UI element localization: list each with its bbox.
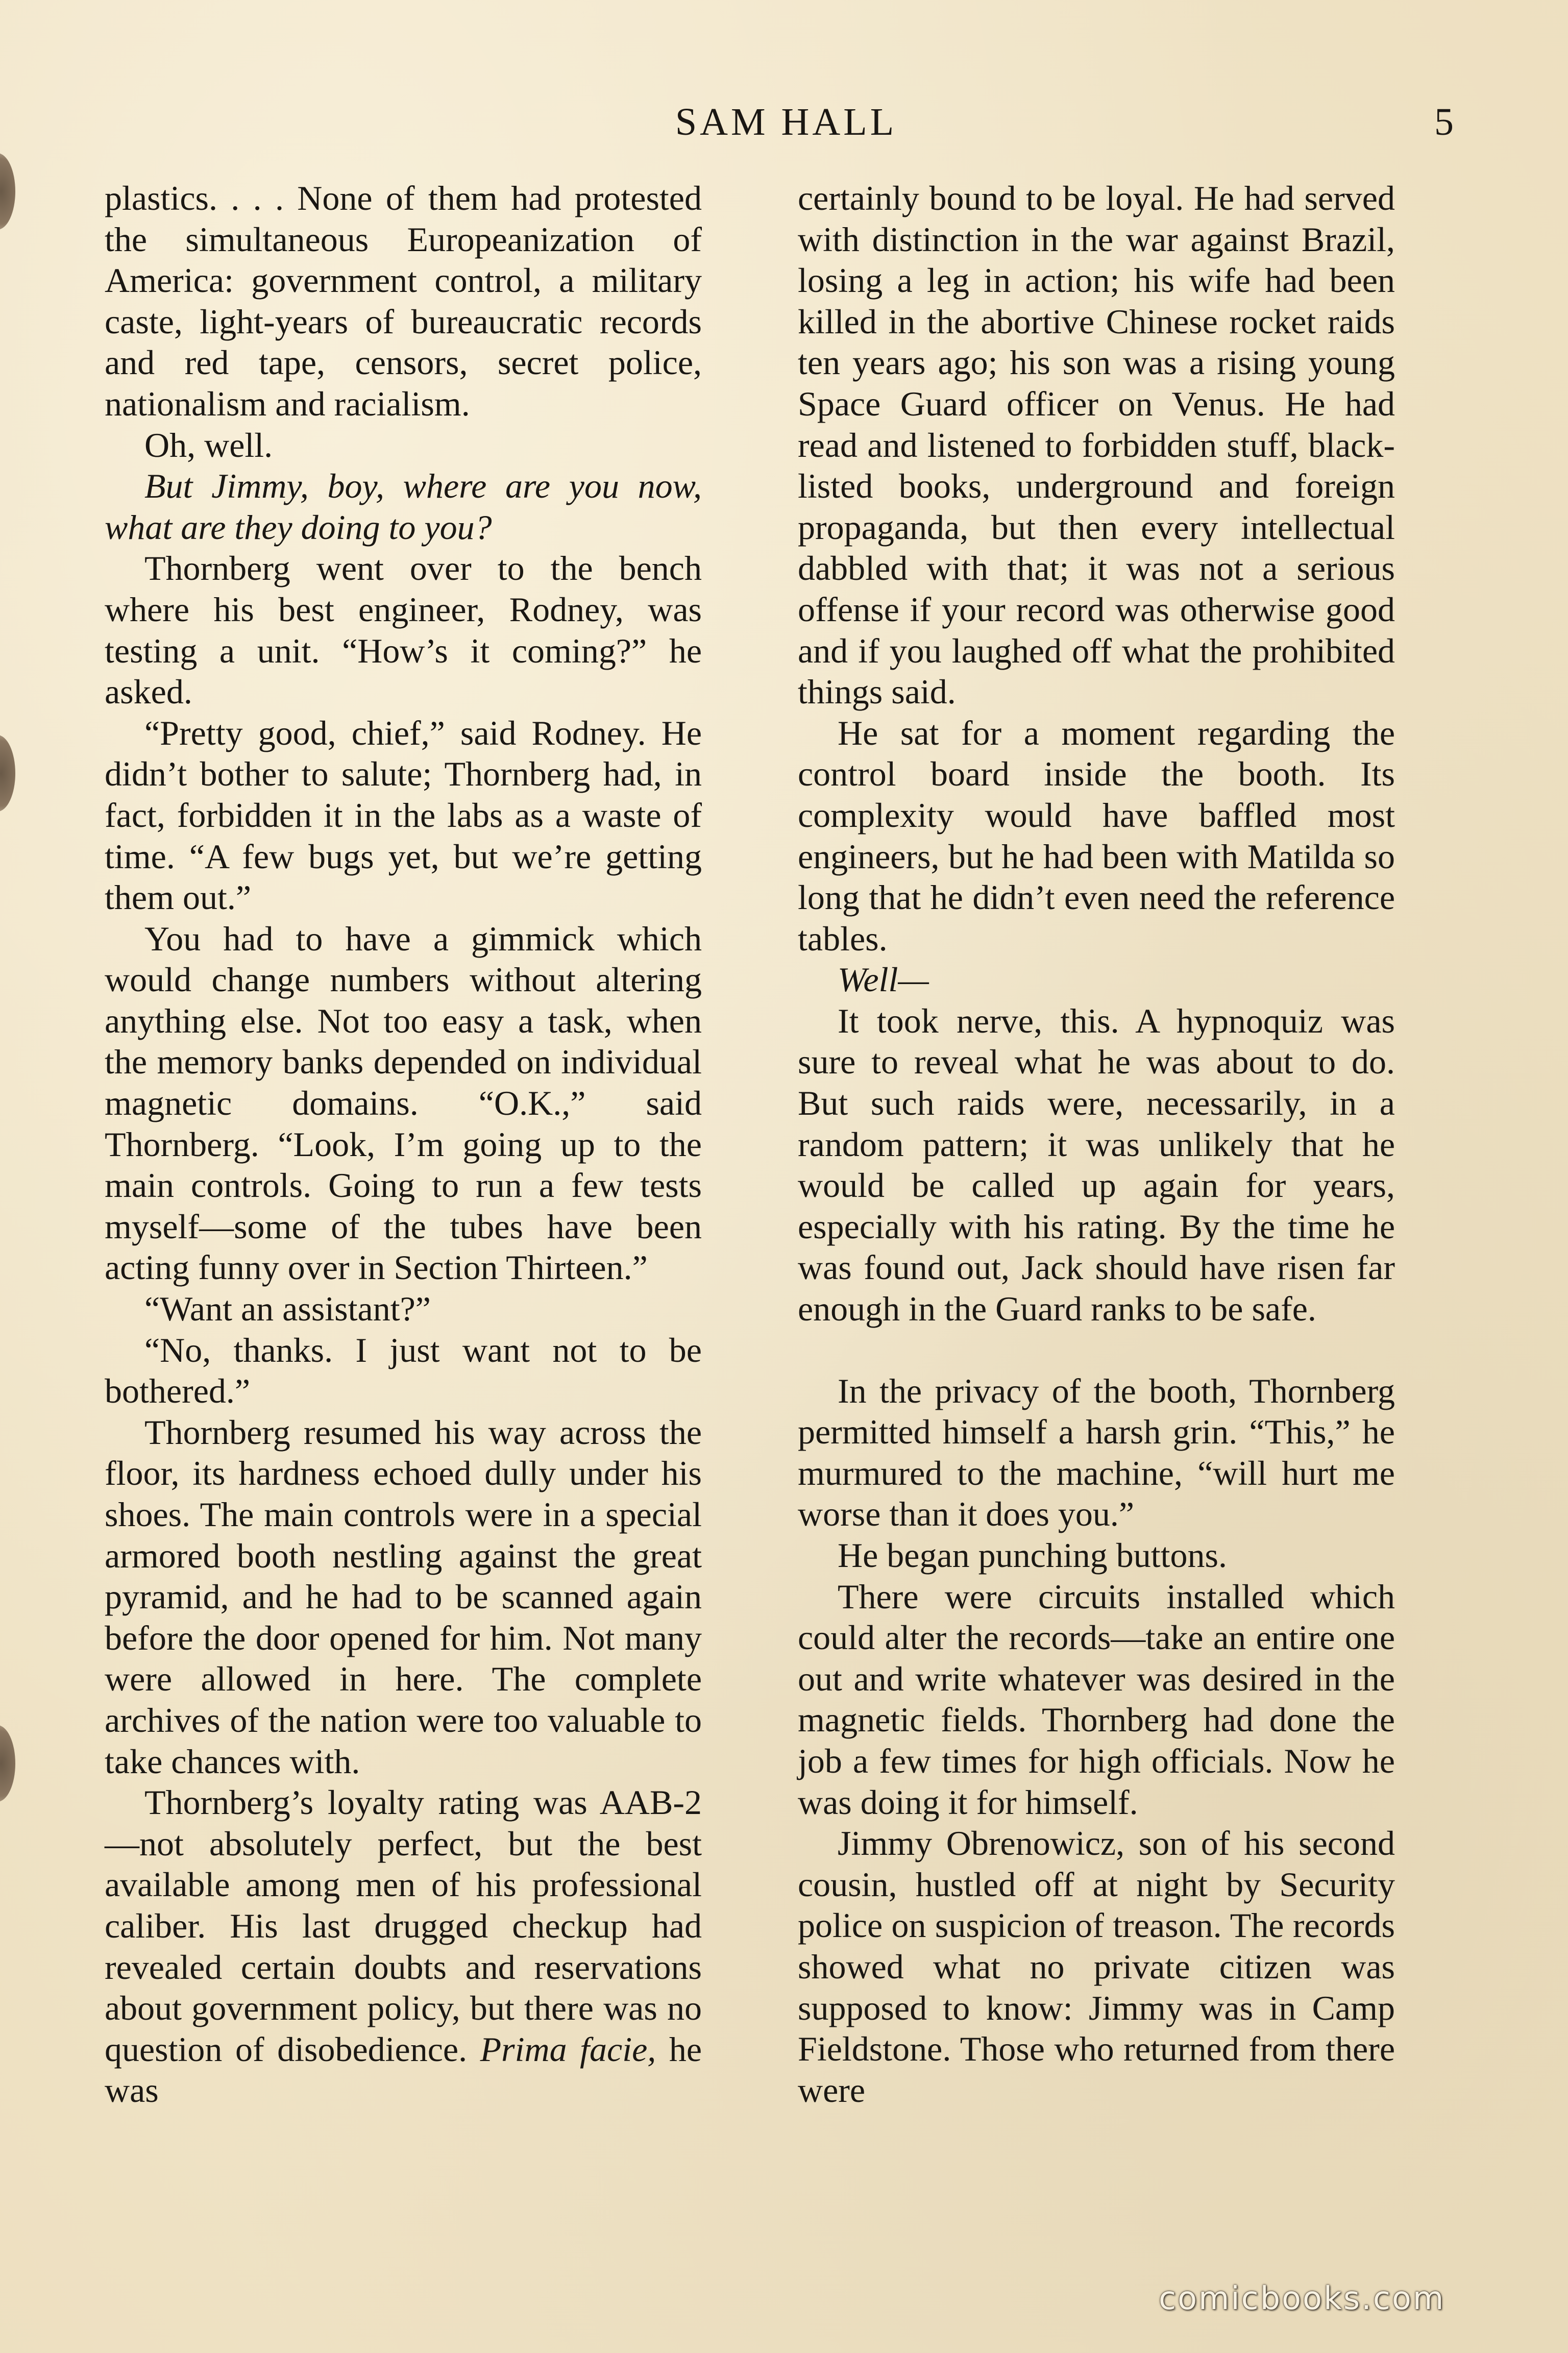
- paragraph: It took nerve, this. A hypnoquiz was sure to reveal what he was about to do. But such raids were, necessarily, in a random pattern; it was unlikely that he would be called up again for years, especially with his rating. By the time he was found out, Jack should have risen far enough in the Guard ranks to be safe.: [798, 1001, 1395, 1329]
- paragraph: He sat for a moment regarding the control board inside the booth. Its complexity would have baffled most engineers, but he had been with Matilda so long that he didn’t even need the reference tables.: [798, 713, 1395, 958]
- paragraph: He began punching buttons.: [838, 1536, 1227, 1575]
- italic-thought: But Jimmy, boy, where are you now, what are they doing to you?: [105, 467, 702, 547]
- paragraph: Thornberg went over to the bench where his best engineer, Rodney, was testing a unit. “How’s it coming?” he asked.: [105, 549, 702, 712]
- paragraph: Thornberg resumed his way across the floor, its hardness echoed dully under his shoes. The main controls were in a special armored booth nestling against the great pyramid, and he had to be scanned again before the door opened for him. Not many were allowed in here. The complete archives of the nation were too valuable to take chances with.: [105, 1412, 702, 1781]
- paragraph-last: [105, 1782, 702, 2111]
- paragraph: “No, thanks. I just want not to be bothered.”: [105, 1330, 702, 1411]
- paragraph: plastics. . . . None of them had protested the simultaneous Europeanization of America: government control, a military caste, light-years of bureaucratic records and red tape, censors, secret police, nationalism and racialism.: [105, 179, 702, 423]
- paragraph-text: he was: [105, 2029, 702, 2110]
- left-column: [105, 178, 702, 2111]
- paragraph: certainly bound to be loyal. He had served with distinction in the war against Brazil, losing a leg in action; his wife had been killed in the abortive Chinese rocket raids ten years ago; his son was a rising young Space Guard officer on Venus. He had read and listened to forbidden stuff, blacklisted books, underground and foreign propaganda, but then every intellectual dabbled with that; it was not a serious offense if your record was otherwise good and if you laughed off what the prohibited things said.: [798, 179, 1395, 712]
- italic-phrase: Prima facie,: [480, 2029, 656, 2069]
- binding-hole-mark: [0, 1725, 15, 1802]
- paragraph: Oh, well.: [144, 425, 273, 464]
- binding-hole-mark: [0, 153, 15, 230]
- paragraph: There were circuits installed which could alter the records—take an entire one out and write whatever was desired in the magnetic fields. Thornberg had done the job a few times for high officials. Now he was doing it for himself.: [798, 1577, 1395, 1822]
- paragraph: You had to have a gimmick which would change numbers without altering anything else. Not too easy a task, when the memory banks depended on individual magnetic domains. “O.K.,” said Thornberg. “Look, I’m going up to the main controls. Going to run a few tests myself—some of the tubes have been acting funny over in Section Thirteen.”: [105, 919, 702, 1287]
- site-watermark: comicbooks.com: [1159, 2280, 1446, 2317]
- paragraph: “Pretty good, chief,” said Rodney. He didn’t bother to salute; Thornberg had, in fact, forbidden it in the labs as a waste of time. “A few bugs yet, but we’re getting them out.”: [105, 713, 702, 917]
- italic-thought: Well—: [838, 960, 929, 999]
- right-column: [798, 178, 1395, 2111]
- page-number: 5: [1434, 101, 1454, 143]
- paragraph-text: Thornberg’s loyalty rating was AAB-2—not absolutely perfect, but the best available among men of his professional caliber. His last drugged checkup had revealed certain doubts and reservations about government policy, but there was no question of disobedience.: [105, 1783, 702, 2069]
- paragraph: Jimmy Obrenowicz, son of his second cousin, hustled off at night by Security police on suspicion of treason. The records showed what no private citizen was supposed to know: Jimmy was in Camp Fieldstone. Those who returned from there were: [798, 1824, 1395, 2110]
- paragraph: “Want an assistant?”: [144, 1289, 431, 1329]
- paragraph: In the privacy of the booth, Thornberg permitted himself a harsh grin. “This,” he murmured to the machine, “will hurt me worse than it does you.”: [798, 1371, 1395, 1534]
- binding-hole-mark: [0, 735, 15, 812]
- running-title: SAM HALL: [675, 101, 897, 143]
